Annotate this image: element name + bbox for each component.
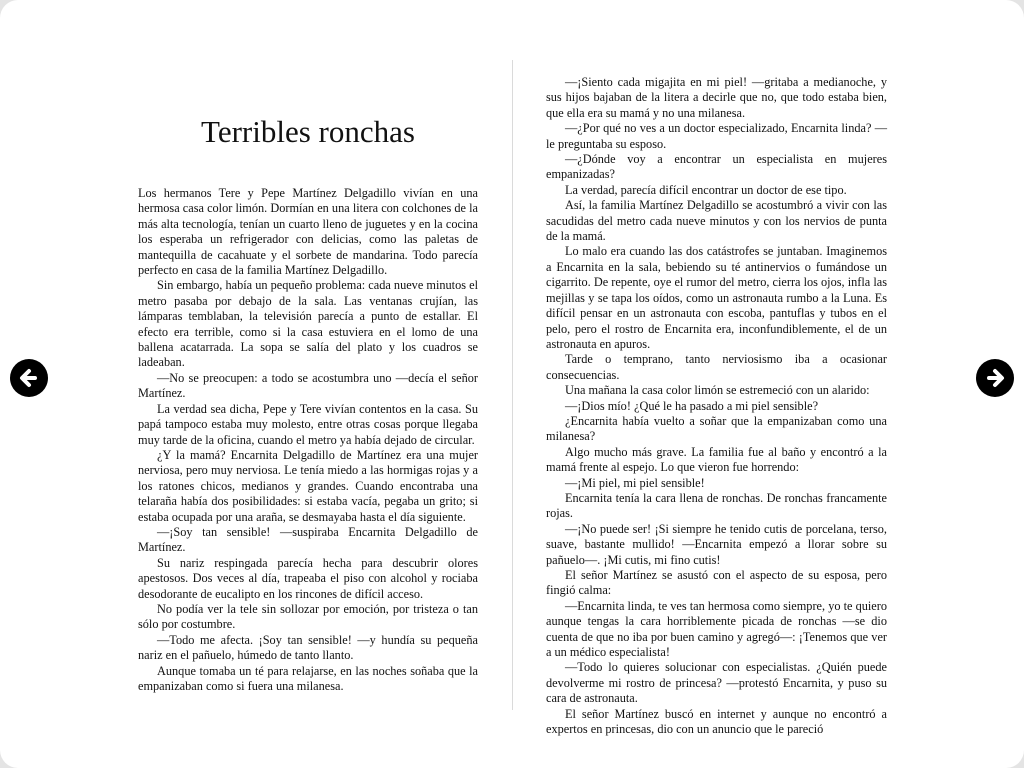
paragraph: La verdad, parecía difícil encontrar un doctor de ese tipo. (565, 182, 847, 197)
paragraph: —Encarnita linda, te ves tan hermosa como siempre, yo te quiero aunque tengas la cara horriblemente picada de ronchas —se dio cuenta de que no iba por buen camino y agregó—: ¡Tenemos que ver a un médico especialista! (546, 598, 887, 660)
arrow-right-icon (976, 359, 1014, 397)
paragraph: El señor Martínez buscó en internet y aunque no encontró a expertos en princesas, dio con un anuncio que le pareció (546, 706, 887, 737)
paragraph: ¿Y la mamá? Encarnita Delgadillo de Martínez era una mujer nerviosa, pero muy nerviosa. Le tenía miedo a las hormigas rojas y a los ratones chicos, medianos y grandes. Cuando encontraba una telaraña había dos posibilidades: si estaba vacía, pegaba un grito; si estaba ocupada por una araña, se desmayaba hasta el día siguiente. (138, 447, 478, 524)
paragraph: —¿Por qué no ves a un doctor especializado, Encarnita linda? —le preguntaba su esposo. (546, 121, 887, 151)
paragraph: Algo mucho más grave. La familia fue al baño y encontró a la mamá frente al espejo. Lo que vieron fue horrendo: (546, 444, 887, 475)
arrow-left-icon (10, 359, 48, 397)
paragraph: —¡Dios mío! ¿Qué le ha pasado a mi piel sensible? (565, 398, 819, 413)
paragraph: Lo malo era cuando las dos catástrofes se juntaban. Imaginemos a Encarnita en la sala, bebiendo su té antinervios o fumándose un cigarrito. De repente, oye el rumor del metro, cierra los ojos, infla las mejillas y se tapa los oídos, como un astronauta rumbo a la Luna. Es difícil pensar en un astronauta con escoba, pantuflas y tubos en el pelo, pero el rostro de Encarnita era, inconfundiblemente, el de un astronauta en apuros. (546, 244, 887, 351)
paragraph: —¿Dónde voy a encontrar un especialista en mujeres empanizadas? (546, 152, 887, 182)
paragraph: Su nariz respingada parecía hecha para descubrir olores apestosos. Dos veces al día, trapeaba el piso con alcohol y rociaba desodorante de eucalipto en los rincones de difícil acceso. (138, 555, 478, 601)
left-page-text (138, 186, 478, 694)
paragraph: —¡Mi piel, mi piel sensible! (565, 475, 705, 490)
paragraph: —¡Soy tan sensible! —suspiraba Encarnita Delgadillo de Martínez. (138, 524, 478, 555)
paragraph: Tarde o temprano, tanto nerviosismo iba a ocasionar consecuencias. (546, 352, 887, 382)
next-page-button[interactable] (976, 359, 1014, 397)
chapter-title: Terribles ronchas (201, 114, 415, 149)
previous-page-button[interactable] (10, 359, 48, 397)
paragraph: El señor Martínez se asustó con el aspecto de su esposa, pero fingió calma: (546, 568, 887, 598)
right-page-text (546, 75, 887, 737)
paragraph: —No se preocupen: a todo se acostumbra uno —decía el señor Martínez. (138, 370, 478, 401)
paragraph: Sin embargo, había un pequeño problema: cada nueve minutos el metro pasaba por debajo de la sala. Las ventanas crujían, las lámparas temblaban, la televisión parecía a punto de estallar. El efecto era terrible, como si la casa estuviera en el lomo de una ballena acatarrada. La sopa se salía del plato y los cuadros se ladeaban. (138, 278, 478, 370)
paragraph: —Todo me afecta. ¡Soy tan sensible! —y hundía su pequeña nariz en el pañuelo, húmedo de tanto llanto. (138, 632, 478, 663)
paragraph: —Todo lo quieres solucionar con especialistas. ¿Quién puede devolverme mi rostro de princesa? —protestó Encarnita, y puso su cara de astronauta. (546, 660, 887, 706)
paragraph: —¡No puede ser! ¡Si siempre he tenido cutis de porcelana, terso, suave, bastante mullido! —Encarnita empezó a llorar sobre su pañuelo—. ¡Mi cutis, mi fino cutis! (546, 521, 887, 567)
paragraph: —¡Siento cada migajita en mi piel! —gritaba a medianoche, y sus hijos bajaban de la litera a decirle que no, que todo estaba bien, que ella era su mamá y no una milanesa. (546, 75, 887, 120)
paragraph: Encarnita tenía la cara llena de ronchas. De ronchas francamente rojas. (546, 490, 887, 521)
paragraph: Los hermanos Tere y Pepe Martínez Delgadillo vivían en una hermosa casa color limón. Dormían en una litera con colchones de la más alta tecnología, tenían un cuarto lleno de juguetes y en la cocina los esperaba un refrigerador con delicias, como las paletas de mantequilla de cacahuate y el sorbete de mandarina. Todo parecía perfecto en casa de la familia Martínez Delgadillo. (138, 186, 478, 278)
paragraph: Una mañana la casa color limón se estremeció con un alarido: (565, 383, 870, 398)
paragraph: Así, la familia Martínez Delgadillo se acostumbró a vivir con las sacudidas del metro cada nueve minutos y con los nervios de punta de la mamá. (546, 198, 887, 244)
paragraph: La verdad sea dicha, Pepe y Tere vivían contentos en la casa. Su papá tampoco estaba muy molesto, entre otras cosas porque llegaba muy tarde de la oficina, cuando el metro ya había dejado de circular. (138, 401, 478, 447)
paragraph: Aunque tomaba un té para relajarse, en las noches soñaba que la empanizaban como si fuera una milanesa. (138, 663, 478, 693)
paragraph: No podía ver la tele sin sollozar por emoción, por tristeza o tan sólo por costumbre. (138, 601, 478, 632)
paragraph: ¿Encarnita había vuelto a soñar que la empanizaban como una milanesa? (546, 413, 887, 444)
